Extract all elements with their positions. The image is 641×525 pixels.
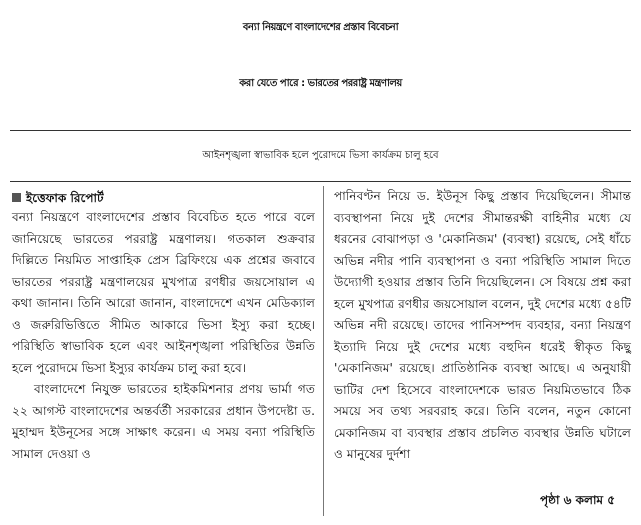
square-bullet-icon <box>12 193 21 202</box>
byline <box>12 189 104 207</box>
continuation-note: পৃষ্ঠা ৬ কলাম ৫ <box>540 493 616 507</box>
article-column-left <box>12 207 315 465</box>
byline-text: ইত্তেফাক রিপোর্ট <box>26 191 104 205</box>
article-paragraph: বাংলাদেশে নিযুক্ত ভারতের হাইকমিশনার প্রণয় ভার্মা গত ২২ আগস্ট বাংলাদেশের অন্তর্বর্তী সরকারের প্রধান উপদেষ্টা ড. মুহাম্মদ ইউনূসের সঙ্গে সাক্ষাৎ করেন। এ সময় বন্যা পরিস্থিতি সামাল দেওয়া ও <box>12 382 315 461</box>
article-column-right <box>334 186 631 466</box>
headline-line-1: বন্যা নিয়ন্ত্রণে বাংলাদেশের প্রস্তাব বিবেচনা <box>242 22 399 33</box>
divider-rule-bottom <box>10 181 631 182</box>
column-divider <box>323 186 324 516</box>
subheadline: আইনশৃঙ্খলা স্বাভাবিক হলে পুরোদমে ভিসা কার্যক্রম চালু হবে <box>202 150 439 161</box>
headline-line-2: করা যেতে পারে : ভারতের পররাষ্ট্র মন্ত্রণালয় <box>239 78 402 89</box>
article-paragraph: বন্যা নিয়ন্ত্রণে বাংলাদেশের প্রস্তাব বিবেচিত হতে পারে বলে জানিয়েছে ভারতের পররাষ্ট্র মন্ত্রণালয়। গতকাল শুক্রবার দিল্লিতে নিয়মিত সাপ্তাহিক প্রেস ব্রিফিংয়ে এক প্রশ্নের জবাবে ভারতের পররাষ্ট্র মন্ত্রণালয়ের মুখপাত্র রণধীর জয়সোয়াল এ কথা জানান। তিনি আরো জানান, বাংলাদেশে এখন মেডিক্যাল ও জরুরিভিত্তিতে সীমিত আকারে ভিসা ইস্যু করা হচ্ছে। পরিস্থিতি স্বাভাবিক হলে এবং আইনশৃঙ্খলা পরিস্থিতির উন্নতি হলে পুরোদমে ভিসা ইস্যুর কার্যক্রম চালু করা হবে। <box>12 210 315 375</box>
divider-rule-top <box>10 130 631 131</box>
article-paragraph: পানিবণ্টন নিয়ে ড. ইউনূস কিছু প্রস্তাব দিয়েছিলেন। সীমান্ত ব্যবস্থাপনা নিয়ে দুই দেশের সীমান্তরক্ষী বাহিনীর মধ্যে যে ধরনের বোঝাপড়া ও 'মেকানিজম' (ব্যবস্থা) রয়েছে, সেই ধাঁচে অভিন্ন নদীর পানি ব্যবস্থাপনা ও বন্যা পরিস্থিতি সামাল দিতে উদ্যোগী হওয়ার প্রস্তাব তিনি দিয়েছিলেন। সে বিষয়ে প্রশ্ন করা হলে মুখপাত্র রণধীর জয়সোয়াল বলেন, দুই দেশের মধ্যে ৫৪টি অভিন্ন নদী রয়েছে। তাদের পানিসম্পদ ব্যবহার, বন্যা নিয়ন্ত্রণ ইত্যাদি নিয়ে দুই দেশের মধ্যে বহুদিন ধরেই স্বীকৃত কিছু 'মেকানিজম' রয়েছে। প্রাতিষ্ঠানিক ব্যবস্থা আছে। এ অনুযায়ী ভাটির দেশ হিসেবে বাংলাদেশকে ভারত নিয়মিতভাবে ঠিক সময়ে সব তথ্য সরবরাহ করে। তিনি বলেন, নতুন কোনো মেকানিজম বা ব্যবস্থার প্রস্তাব প্রচলিত ব্যবস্থার উন্নতি ঘটালে ও মানুষের দুর্দশা <box>334 189 631 461</box>
